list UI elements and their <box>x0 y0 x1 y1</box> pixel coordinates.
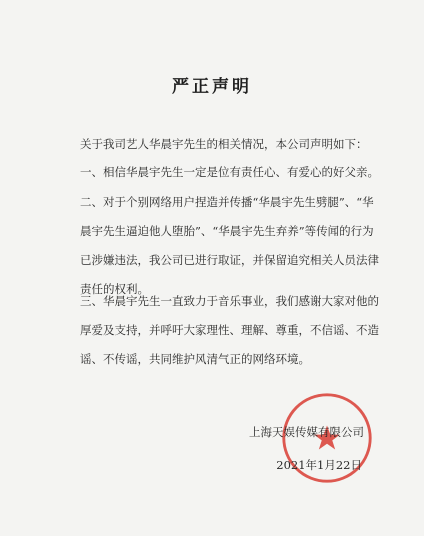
signature-date: 2021年1月22日 <box>276 458 362 472</box>
paragraph-1: 一、相信华晨宇先生一定是位有责任心、有爱心的好父亲。 <box>80 165 379 179</box>
document-title: 严正声明 <box>172 77 252 97</box>
intro-paragraph: 关于我司艺人华晨宇先生的相关情况，本公司声明如下： <box>80 137 368 151</box>
company-signature: 上海天娱传媒有限公司 <box>249 425 364 439</box>
paragraph-2: 二、对于个别网络用户捏造并传播“华晨宇先生劈腿”、“华晨宇先生逼迫他人堕胎”、“华晨宇先生弃养”等传闻的行为已涉嫌违法，我公司已进行取证，并保留追究相关人员法律责任的权利。 <box>80 195 379 296</box>
paragraph-3: 三、华晨宇先生一直致力于音乐事业，我们感谢大家对他的厚爱及支持，并呼吁大家理性、理解、尊重，不信谣、不造谣、不传谣，共同维护风清气正的网络环境。 <box>80 294 379 366</box>
